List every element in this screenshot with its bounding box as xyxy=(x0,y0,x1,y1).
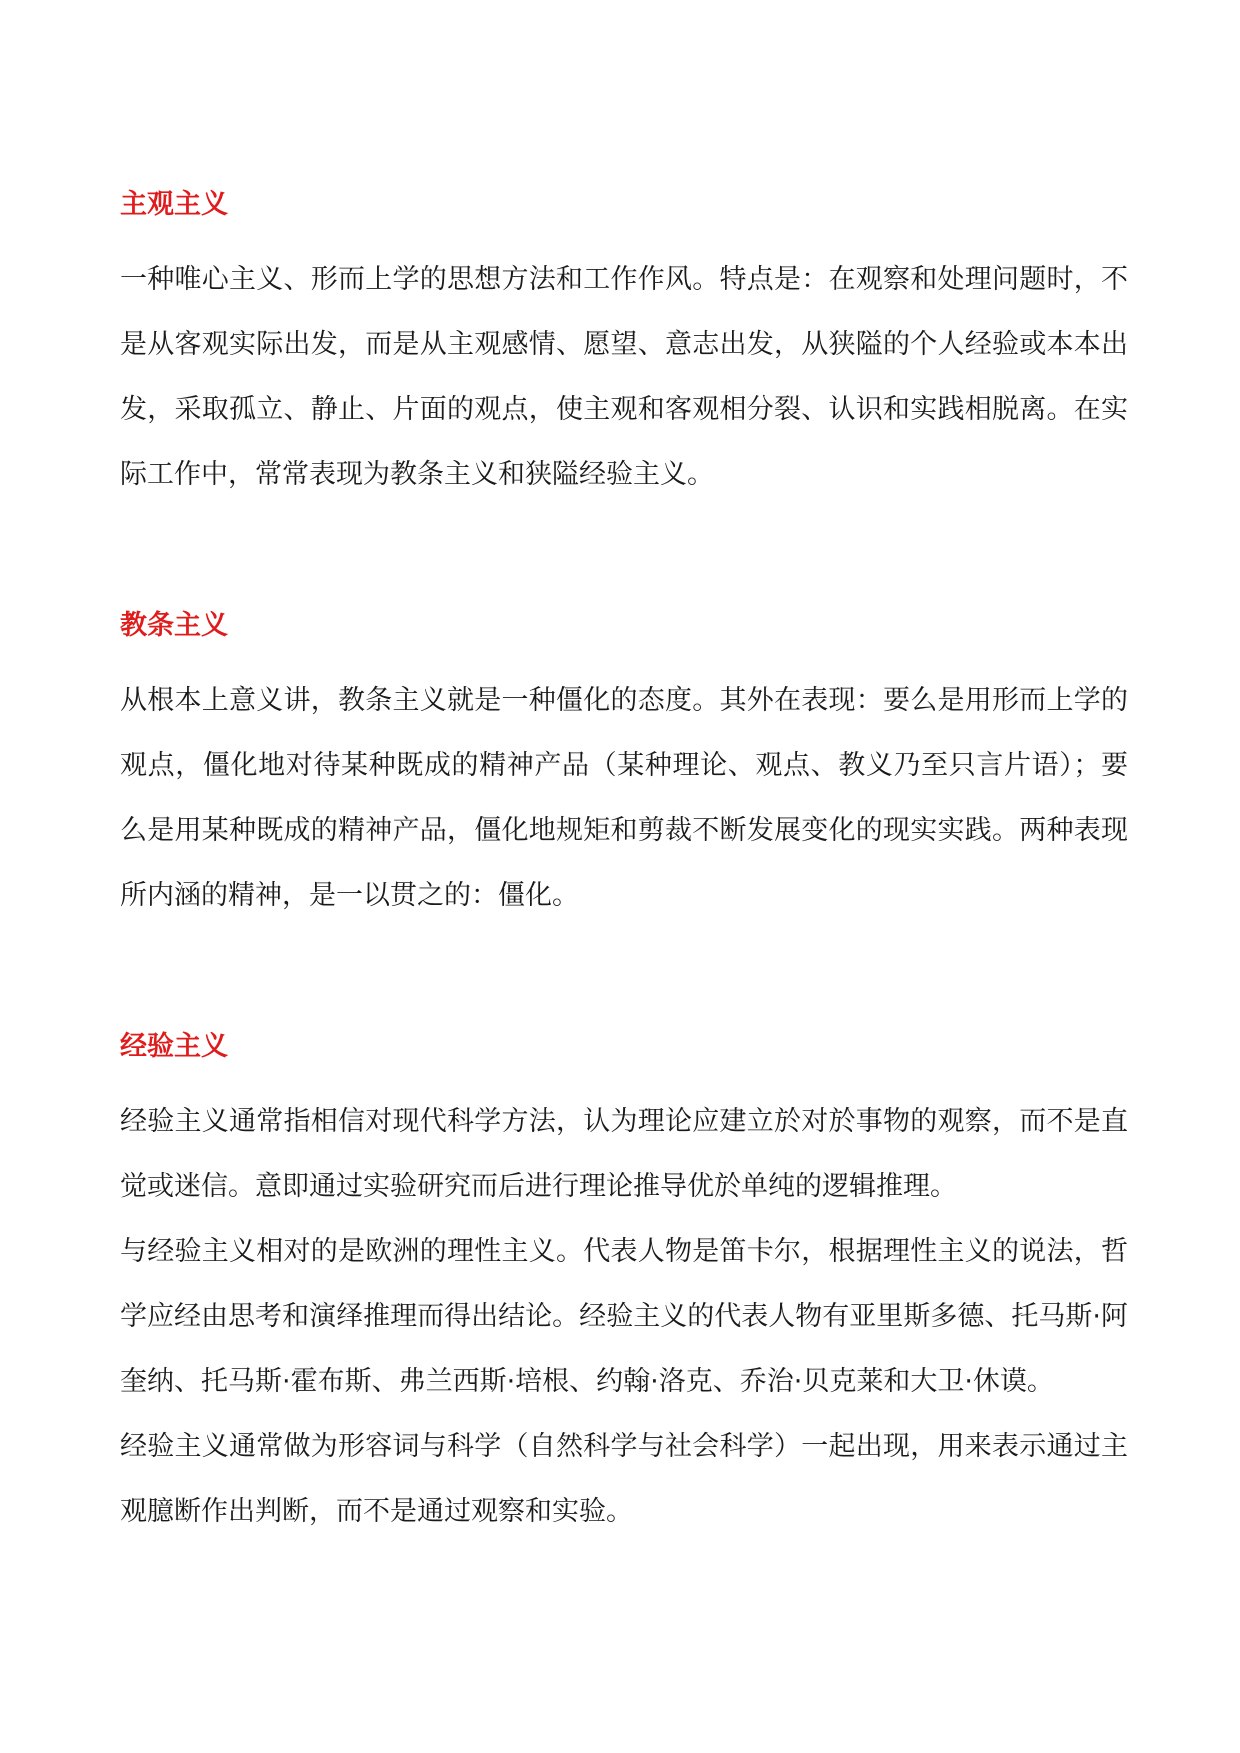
section-paragraph: 经验主义通常指相信对现代科学方法，认为理论应建立於对於事物的观察，而不是直觉或迷信。意即通过实验研究而后进行理论推导优於单纯的逻辑推理。 xyxy=(120,1106,1128,1202)
section-paragraph: 从根本上意义讲，教条主义就是一种僵化的态度。其外在表现：要么是用形而上学的观点，僵化地对待某种既成的精神产品（某种理论、观点、教义乃至只言片语）；要么是用某种既成的精神产品，僵化地规矩和剪裁不断发展变化的现实实践。两种表现所内涵的精神，是一以贯之的：僵化。 xyxy=(120,685,1128,911)
section-empiricism xyxy=(120,1024,1128,1544)
section-heading: 主观主义 xyxy=(120,189,228,220)
section-subjectivism xyxy=(120,182,1128,507)
section-paragraph: 一种唯心主义、形而上学的思想方法和工作作风。特点是：在观察和处理问题时，不是从客观实际出发，而是从主观感情、愿望、意志出发，从狭隘的个人经验或本本出发，采取孤立、静止、片面的观点，使主观和客观相分裂、认识和实践相脱离。在实际工作中，常常表现为教条主义和狭隘经验主义。 xyxy=(120,264,1128,490)
section-heading: 教条主义 xyxy=(120,610,228,641)
section-paragraph: 与经验主义相对的是欧洲的理性主义。代表人物是笛卡尔，根据理性主义的说法，哲学应经由思考和演绎推理而得出结论。经验主义的代表人物有亚里斯多德、托马斯·阿奎纳、托马斯·霍布斯、弗兰西斯·培根、约翰·洛克、乔治·贝克莱和大卫·休谟。 xyxy=(120,1236,1128,1397)
document-page xyxy=(120,182,1128,1544)
section-dogmatism xyxy=(120,603,1128,928)
section-paragraph: 经验主义通常做为形容词与科学（自然科学与社会科学）一起出现，用来表示通过主观臆断作出判断，而不是通过观察和实验。 xyxy=(120,1431,1128,1527)
section-heading: 经验主义 xyxy=(120,1031,228,1062)
